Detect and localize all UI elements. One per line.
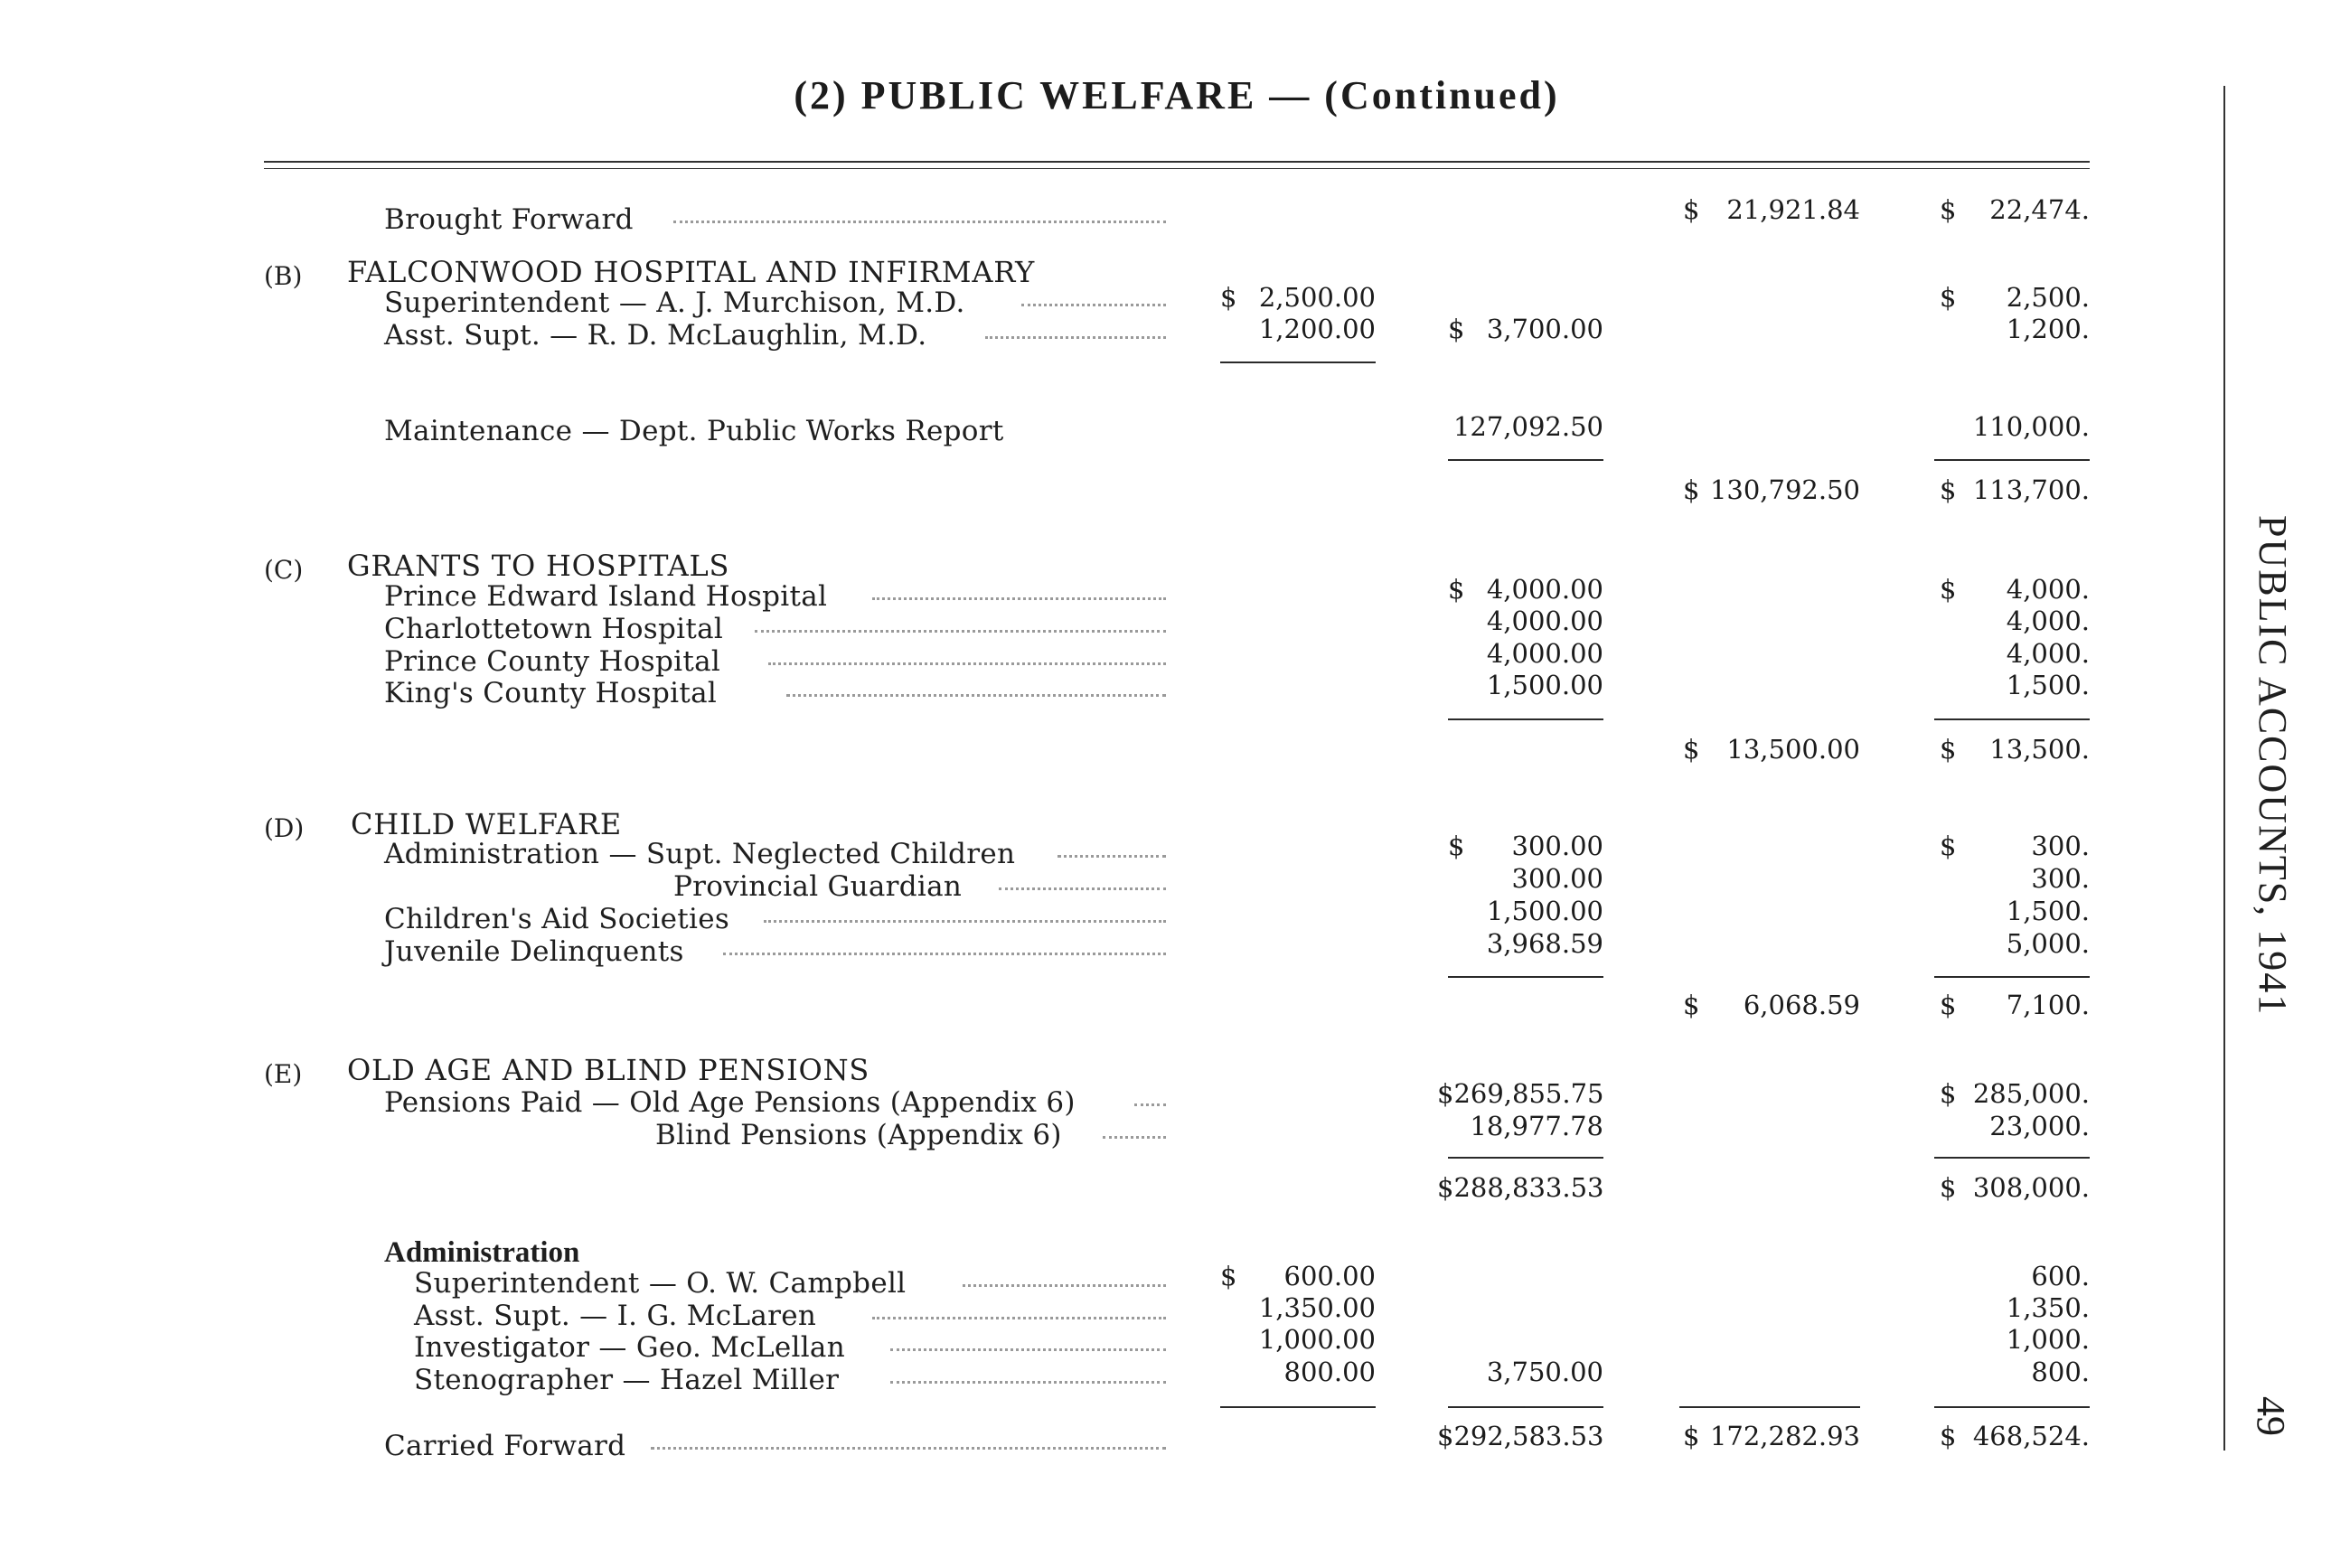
pension-stenographer-salary: 800.00 [1283,1357,1376,1387]
underline [1448,1406,1603,1408]
pension-stenographer-label: Stenographer — Hazel Miller [414,1364,840,1396]
provincial-guardian-label: Provincial Guardian [673,870,963,903]
dollar-sign: $ [1683,990,1700,1020]
grant-estimate-kings-county-hospital: 1,500. [2006,670,2090,700]
child-welfare-admin-estimate: 300. [2031,831,2090,861]
dollar-sign: $ [1448,831,1465,861]
pension-superintendent-label: Superintendent — O. W. Campbell [414,1267,907,1300]
old-age-pensions-label: Pensions Paid — Old Age Pensions (Appendix 6) [384,1086,1076,1119]
pensions-subtotal-estimate: 308,000. [1972,1172,2090,1203]
pension-investigator-salary: 1,000.00 [1258,1324,1376,1355]
pension-investigator-estimate: 1,000. [2006,1324,2090,1355]
falconwood-salaries-subtotal: 3,700.00 [1486,314,1603,344]
childrens-aid-amount: 1,500.00 [1486,896,1603,926]
dollar-sign: $ [1940,1421,1957,1451]
pensions-subtotal-actual: $288,833.53 [1437,1172,1604,1203]
grant-estimate-charlottetown-hospital: 4,000. [2006,606,2090,636]
dollar-sign: $ [1940,734,1957,765]
old-age-pensions-amount: $269,855.75 [1437,1078,1604,1109]
brought-forward-estimate: 22,474. [1989,194,2090,225]
underline [1934,1406,2090,1408]
title-rule-top [264,161,2090,163]
section-b-total-actual: 130,792.50 [1709,474,1860,505]
pension-stenographer-estimate: 800. [2031,1357,2090,1387]
dollar-sign: $ [1940,474,1957,505]
section-c-total-estimate: 13,500. [1989,734,2090,765]
leader-dots [755,621,1166,633]
underline [1448,718,1603,720]
child-welfare-admin-amount: 300.00 [1511,831,1603,861]
juvenile-delinquents-estimate: 5,000. [2006,928,2090,959]
falconwood-superintendent-label: Superintendent — A. J. Murchison, M.D. [384,286,965,319]
leader-dots [768,653,1166,665]
grant-label-charlottetown-hospital: Charlottetown Hospital [384,613,724,645]
underline [1934,718,2090,720]
underline [1934,976,2090,978]
dollar-sign: $ [1940,831,1957,861]
section-b-total-estimate: 113,700. [1972,474,2090,505]
section-c-heading: GRANTS TO HOSPITALS [347,549,730,583]
falconwood-superintendent-salary: 2,500.00 [1258,282,1376,313]
section-d-total-actual: 6,068.59 [1743,990,1860,1020]
leader-dots [890,1372,1166,1384]
pension-asst-supt-label: Asst. Supt. — I. G. McLaren [414,1300,817,1332]
dollar-sign: $ [1940,574,1957,605]
grant-amount-prince-county-hospital: 4,000.00 [1486,638,1603,669]
leader-dots [999,878,1166,890]
dollar-sign: $ [1448,574,1465,605]
grant-amount-charlottetown-hospital: 4,000.00 [1486,606,1603,636]
dollar-sign: $ [1940,1172,1957,1203]
dollar-sign: $ [1448,314,1465,344]
grant-label-pei-hospital: Prince Edward Island Hospital [384,580,828,613]
underline [1934,459,2090,461]
leader-dots [1103,1127,1166,1139]
dollar-sign: $ [1683,734,1700,765]
falconwood-asst-supt-salary: 1,200.00 [1258,314,1376,344]
section-letter-b: (B) [264,261,303,291]
leader-dots [963,1275,1166,1287]
grant-label-prince-county-hospital: Prince County Hospital [384,645,721,678]
section-d-heading: CHILD WELFARE [351,807,622,841]
juvenile-delinquents-label: Juvenile Delinquents [384,935,684,968]
falconwood-superintendent-estimate: 2,500. [2006,282,2090,313]
section-c-total-actual: 13,500.00 [1726,734,1860,765]
grant-estimate-prince-county-hospital: 4,000. [2006,638,2090,669]
dollar-sign: $ [1940,194,1957,225]
carried-forward-col2: $292,583.53 [1437,1421,1604,1451]
brought-forward-actual: 21,921.84 [1726,194,1860,225]
section-b-heading: FALCONWOOD HOSPITAL AND INFIRMARY [347,255,1036,289]
old-age-pensions-estimate: 285,000. [1972,1078,2090,1109]
maintenance-label: Maintenance — Dept. Public Works Report [384,415,1004,447]
dollar-sign: $ [1683,474,1700,505]
dollar-sign: $ [1683,194,1700,225]
carried-forward-label: Carried Forward [384,1430,626,1462]
section-letter-d: (D) [264,813,305,843]
leader-dots [651,1438,1166,1450]
leader-dots [786,685,1166,697]
provincial-guardian-amount: 300.00 [1511,863,1603,894]
page-number: 49 [2249,1396,2293,1436]
underline [1448,459,1603,461]
underline [1448,1157,1603,1159]
underline [1220,361,1376,363]
section-letter-e: (E) [264,1059,303,1089]
leader-dots [1021,295,1166,306]
administration-heading: Administration [384,1236,580,1269]
pension-superintendent-estimate: 600. [2031,1261,2090,1291]
section-letter-c: (C) [264,555,304,585]
dollar-sign: $ [1940,282,1957,313]
running-head: PUBLIC ACCOUNTS, 1941 [2251,515,2295,1017]
dollar-sign: $ [1940,990,1957,1020]
grant-amount-kings-county-hospital: 1,500.00 [1486,670,1603,700]
brought-forward-label: Brought Forward [384,203,634,236]
leader-dots [673,211,1166,223]
margin-rule [2223,86,2225,1451]
pension-asst-supt-salary: 1,350.00 [1258,1292,1376,1323]
grant-amount-pei-hospital: 4,000.00 [1486,574,1603,605]
carried-forward-actual: 172,282.93 [1709,1421,1860,1451]
grant-estimate-pei-hospital: 4,000. [2006,574,2090,605]
grant-label-kings-county-hospital: King's County Hospital [384,677,718,709]
falconwood-asst-supt-label: Asst. Supt. — R. D. McLaughlin, M.D. [384,319,927,352]
dollar-sign: $ [1940,1078,1957,1109]
leader-dots [872,1308,1166,1319]
leader-dots [890,1339,1166,1351]
maintenance-amount: 127,092.50 [1452,411,1603,442]
leader-dots [1058,846,1166,858]
leader-dots [872,588,1166,600]
child-welfare-admin-label: Administration — Supt. Neglected Children [384,838,1016,870]
blind-pensions-label: Blind Pensions (Appendix 6) [655,1119,1062,1151]
leader-dots [985,327,1166,339]
dollar-sign: $ [1220,282,1237,313]
underline [1448,976,1603,978]
section-e-heading: OLD AGE AND BLIND PENSIONS [347,1053,870,1087]
dollar-sign: $ [1683,1421,1700,1451]
leader-dots [764,911,1166,923]
pension-administration-subtotal: 3,750.00 [1486,1357,1603,1387]
leader-dots [723,944,1166,955]
blind-pensions-amount: 18,977.78 [1470,1111,1603,1141]
childrens-aid-label: Children's Aid Societies [384,903,730,935]
falconwood-asst-supt-estimate: 1,200. [2006,314,2090,344]
pension-asst-supt-estimate: 1,350. [2006,1292,2090,1323]
underline [1679,1406,1860,1408]
juvenile-delinquents-amount: 3,968.59 [1486,928,1603,959]
pension-investigator-label: Investigator — Geo. McLellan [414,1331,845,1364]
section-d-total-estimate: 7,100. [2006,990,2090,1020]
maintenance-estimate: 110,000. [1972,411,2090,442]
title-rule-bottom [264,168,2090,169]
pension-superintendent-salary: 600.00 [1283,1261,1376,1291]
blind-pensions-estimate: 23,000. [1989,1111,2090,1141]
provincial-guardian-estimate: 300. [2031,863,2090,894]
page-title: (2) PUBLIC WELFARE — (Continued) [794,73,1560,117]
dollar-sign: $ [1220,1261,1237,1291]
underline [1220,1406,1376,1408]
underline [1934,1157,2090,1159]
leader-dots [1134,1094,1166,1106]
carried-forward-estimate: 468,524. [1972,1421,2090,1451]
childrens-aid-estimate: 1,500. [2006,896,2090,926]
